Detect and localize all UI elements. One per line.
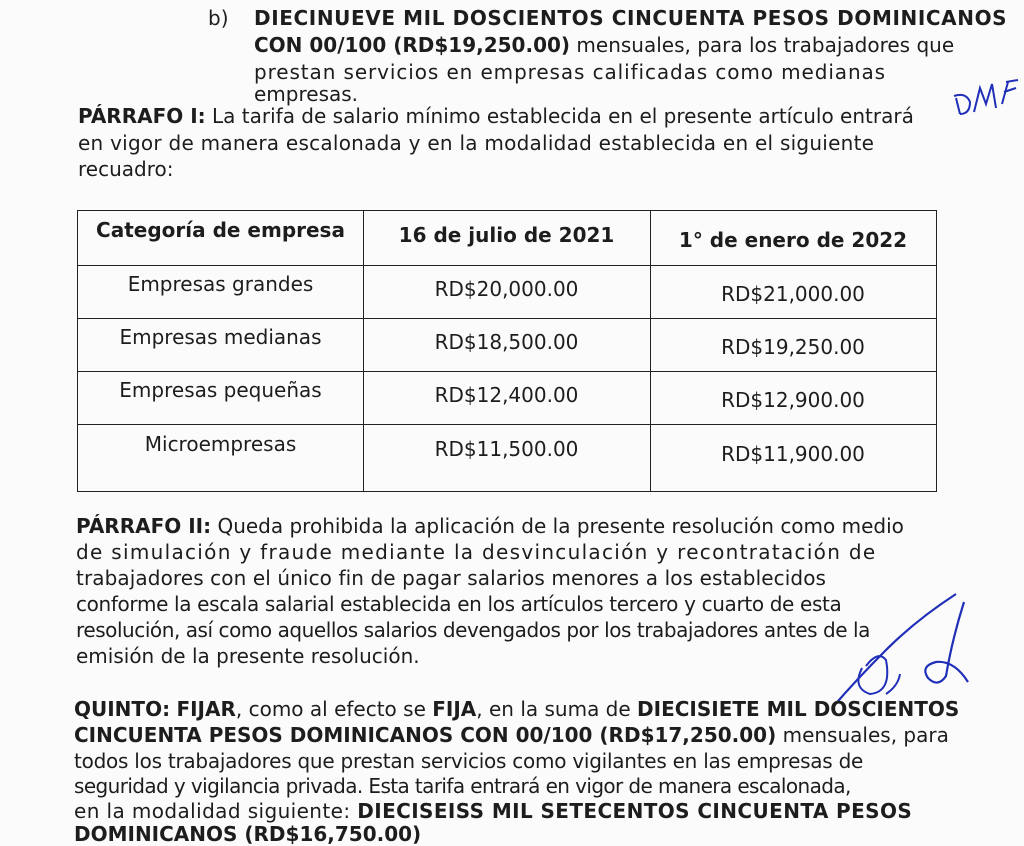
quinto-amount-1: DIECISIETE MIL DOSCIENTOS	[637, 697, 960, 721]
table-cell: RD$21,000.00	[721, 282, 865, 306]
parrafo-1-line-1	[78, 104, 914, 128]
parrafo-2-line-3: trabajadores con el único fin de pagar salarios menores a los establecidos	[76, 566, 827, 590]
parrafo-2-line-4: conforme la escala salarial establecida en los artículos tercero y cuarto de esta	[76, 592, 842, 616]
initials-mark	[950, 74, 1020, 128]
table-cell: RD$11,500.00	[434, 437, 579, 461]
parrafo-2-line-5: resolución, así como aquellos salarios devengados por los trabajadores antes de la	[76, 618, 870, 642]
parrafo-1-text-1: La tarifa de salario mínimo establecida en el presente artículo entrará	[205, 104, 914, 128]
quinto-line-1	[74, 697, 959, 721]
parrafo-1-line-2: en vigor de manera escalonada y en la modalidad establecida en el siguiente	[78, 131, 875, 155]
table-cell: RD$18,500.00	[434, 330, 579, 354]
parrafo-1-label: PÁRRAFO I:	[78, 104, 206, 128]
table-cell: RD$20,000.00	[434, 277, 579, 301]
item-b-line-3: prestan servicios en empresas calificadas como medianas	[254, 60, 886, 84]
quinto-amount-2: CINCUENTA PESOS DOMINICANOS CON 00/100 (RD$17,250.00)	[74, 723, 777, 747]
table-cell: RD$12,400.00	[434, 383, 579, 407]
quinto-line-3: todos los trabajadores que prestan servicios como vigilantes en las empresas de	[74, 749, 864, 773]
quinto-line-5	[74, 799, 912, 823]
parrafo-2-text-1: Queda prohibida la aplicación de la presente resolución como medio	[211, 514, 904, 538]
item-b-line-4: empresas.	[254, 82, 359, 106]
table-cell: RD$12,900.00	[721, 388, 865, 412]
quinto-line-2	[74, 723, 949, 747]
quinto-fijar: FIJAR	[176, 697, 236, 721]
parrafo-2-line-1	[76, 514, 904, 538]
signature-mark	[826, 590, 986, 714]
quinto-text-2: mensuales, para	[776, 723, 949, 747]
table-header-category: Categoría de empresa	[96, 218, 345, 242]
item-b-line-2-rest: mensuales, para los trabajadores que	[570, 33, 955, 57]
parrafo-2-line-2: de simulación y fraude mediante la desvinculación y recontratación de	[76, 540, 877, 564]
quinto-fija: FIJA	[432, 697, 477, 721]
quinto-label: QUINTO:	[74, 697, 171, 721]
quinto-amount-3: DIECISEISS MIL SETECENTOS CINCUENTA PESOS	[357, 799, 913, 823]
parrafo-2-line-6: emisión de la presente resolución.	[76, 644, 420, 668]
table-cell: RD$19,250.00	[721, 335, 865, 359]
quinto-text-1b: , en la suma de	[476, 697, 638, 721]
item-b-marker: b)	[208, 6, 229, 30]
table-cell: Microempresas	[144, 432, 297, 456]
parrafo-1-line-3: recuadro:	[78, 157, 174, 181]
quinto-line-6: DOMINICANOS (RD$16,750.00)	[74, 822, 422, 846]
table-cell: Empresas grandes	[127, 272, 314, 296]
table-cell: Empresas medianas	[119, 325, 322, 349]
item-b-amount: CON 00/100 (RD$19,250.00)	[254, 33, 571, 57]
table-cell: Empresas pequeñas	[119, 378, 322, 402]
table-header-date-2: 1° de enero de 2022	[678, 228, 908, 252]
salary-table	[77, 210, 937, 492]
quinto-line-4: seguridad y vigilancia privada. Esta tarifa entrará en vigor de manera escalonada,	[74, 774, 851, 798]
quinto-text-5: en la modalidad siguiente:	[74, 799, 358, 823]
table-header-date-1: 16 de julio de 2021	[398, 223, 615, 247]
parrafo-2-label: PÁRRAFO II:	[76, 514, 212, 538]
item-b-line-1: DIECINUEVE MIL DOSCIENTOS CINCUENTA PESOS DOMINICANOS	[254, 6, 1008, 30]
quinto-text-1a: , como al efecto se	[235, 697, 433, 721]
table-cell: RD$11,900.00	[721, 442, 865, 466]
item-b-line-2	[254, 33, 954, 57]
